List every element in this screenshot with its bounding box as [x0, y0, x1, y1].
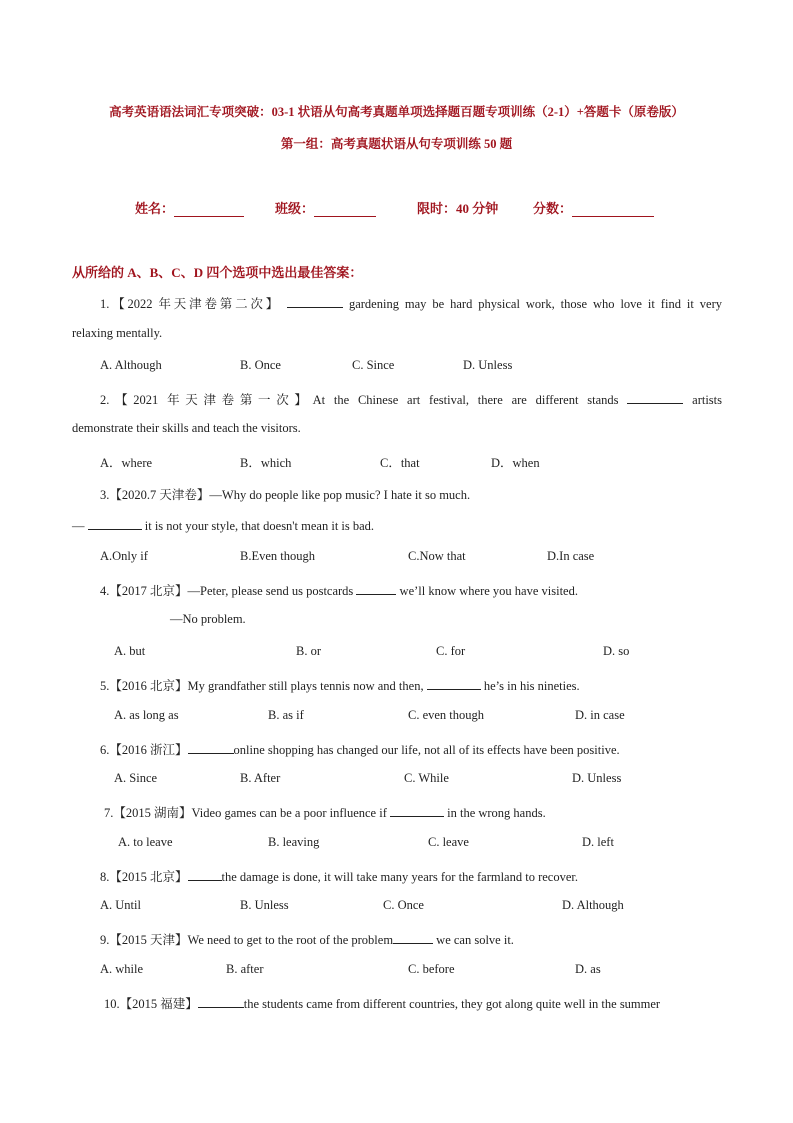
answer-blank [393, 931, 433, 944]
student-info-line [0, 198, 793, 218]
option-a: A. to leave [118, 835, 173, 849]
question-2: 2.【2021 年天津卷第一次】At the Chinese art festival, there are different stands artists [100, 393, 722, 407]
option-c: C. Once [383, 898, 424, 912]
answer-blank [287, 295, 343, 308]
class-field: 班级： [275, 198, 376, 217]
option-c: C. before [408, 962, 455, 976]
question-6: 6.【2016 浙江】 online shopping has changed our life, not all of its effects have been positive. [100, 743, 620, 757]
score-field: 分数： [533, 198, 654, 217]
option-c: C. leave [428, 835, 469, 849]
option-b: B. leaving [268, 835, 320, 849]
question-8: 8.【2015 北京】 the damage is done, it will take many years for the farmland to recover. [100, 870, 578, 884]
option-d: D．when [491, 456, 540, 470]
option-d: D.In case [547, 549, 595, 563]
option-c: C. Since [352, 358, 395, 372]
option-a: A. as long as [114, 708, 179, 722]
option-a: A．where [100, 456, 153, 470]
option-a: A. while [100, 962, 144, 976]
document-subtitle: 第一组：高考真题状语从句专项训练 50 题 [280, 137, 513, 151]
question-7: 7.【2015 湖南】Video games can be a poor influence if in the wrong hands. [104, 806, 546, 820]
option-b: B. or [296, 644, 321, 658]
option-b: B. After [240, 771, 281, 785]
document-title: 高考英语语法词汇专项突破：03-1 状语从句高考真题单项选择题百题专项训练（2-1）+答题卡（原卷版） [109, 105, 684, 119]
answer-blank [427, 677, 481, 690]
option-c: C. for [436, 644, 466, 658]
option-d: D. in case [575, 708, 625, 722]
question-1-cont: relaxing mentally. [72, 326, 163, 340]
question-3-cont: — it is not your style, that doesn't mean it is bad. [72, 519, 375, 533]
question-4: 4.【2017 北京】—Peter, please send us postcards we’ll know where you have visited. [100, 584, 578, 598]
name-blank [174, 203, 244, 217]
option-c: C. even though [408, 708, 485, 722]
question-1: 1.【2022 年天津卷第二次】 gardening may be hard physical work, those who love it find it very [100, 297, 723, 311]
question-5: 5.【2016 北京】My grandfather still plays tennis now and then, he’s in his nineties. [100, 679, 580, 693]
option-a: A. Although [100, 358, 162, 372]
question-2-cont: demonstrate their skills and teach the visitors. [72, 421, 301, 435]
option-a: A.Only if [100, 549, 148, 563]
name-field: 姓名： [135, 198, 244, 217]
question-4-reply: —No problem. [170, 612, 246, 626]
option-d: D. Although [562, 898, 624, 912]
answer-blank [188, 868, 222, 881]
score-blank [572, 203, 654, 217]
option-d: D. as [575, 962, 601, 976]
answer-blank [188, 741, 234, 754]
option-d: D. left [582, 835, 614, 849]
question-9: 9.【2015 天津】We need to get to the root of the problem we can solve it. [100, 933, 514, 947]
option-b: B. after [226, 962, 264, 976]
instruction: 从所给的 A、B、C、D 四个选项中选出最佳答案： [72, 265, 363, 280]
option-b: B. Unless [240, 898, 289, 912]
option-a: A. Until [100, 898, 141, 912]
question-10: 10.【2015 福建】 the students came from different countries, they got along quite well in the summer [104, 997, 661, 1011]
option-d: D. Unless [463, 358, 513, 372]
option-c: C. While [404, 771, 449, 785]
option-a: A. Since [114, 771, 158, 785]
option-d: D. Unless [572, 771, 622, 785]
class-blank [314, 203, 376, 217]
question-3: 3.【2020.7 天津卷】—Why do people like pop music? I hate it so much. [100, 488, 471, 502]
option-b: B.Even though [240, 549, 315, 563]
option-b: B. as if [268, 708, 304, 722]
option-b: B．which [240, 456, 292, 470]
answer-blank [390, 804, 444, 817]
answer-blank [198, 995, 244, 1008]
option-a: A. but [114, 644, 146, 658]
answer-blank [356, 582, 396, 595]
option-c: C．that [380, 456, 420, 470]
option-d: D. so [603, 644, 630, 658]
time-limit: 限时：40 分钟 [417, 201, 499, 216]
answer-blank [88, 517, 142, 530]
option-b: B. Once [240, 358, 281, 372]
answer-blank [627, 391, 683, 404]
option-c: C.Now that [408, 549, 466, 563]
